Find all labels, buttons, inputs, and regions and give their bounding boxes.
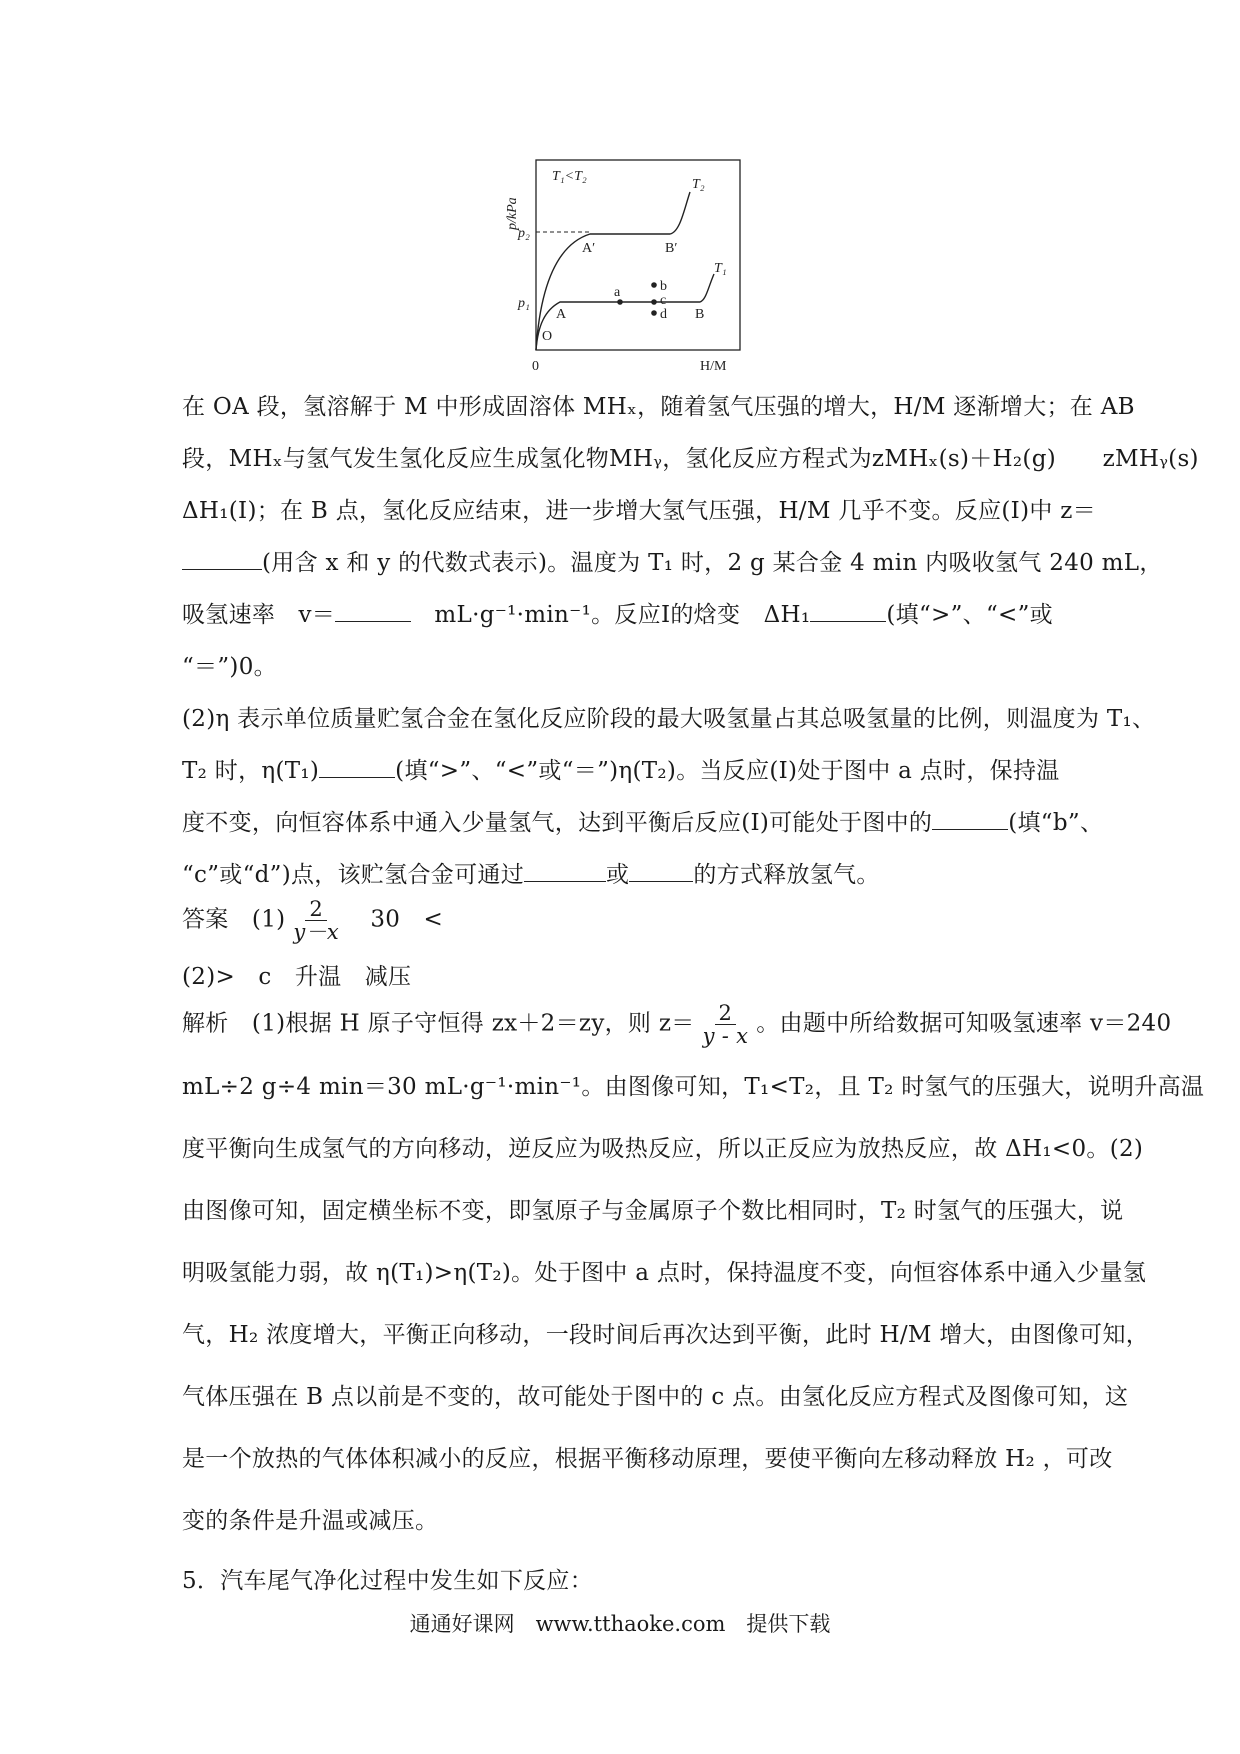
analysis-line-8: 是一个放热的气体体积减小的反应，根据平衡移动原理，要使平衡向左移动释放 H₂ ，可改 — [182, 1446, 1113, 1472]
point-o-label: O — [542, 329, 553, 344]
question-line-5a: 吸氢速率 v＝ — [182, 602, 336, 628]
question-line-9b: (填“b”、 — [1008, 810, 1104, 836]
analysis-line-7: 气体压强在 B 点以前是不变的，故可能处于图中的 c 点。由氢化反应方程式及图像可知，这 — [182, 1384, 1129, 1410]
answer-blank-4[interactable] — [319, 776, 395, 778]
analysis-line-9: 变的条件是升温或减压。 — [182, 1508, 439, 1534]
answer-fraction-denominator: y－x — [293, 920, 340, 945]
point-b-prime-label: B′ — [665, 241, 678, 256]
question-line-9 — [182, 804, 1103, 837]
analysis-line-2: mL÷2 g÷4 min＝30 mL·g⁻¹·min⁻¹。由图像可知，T₁<T₂，且 T₂ 时氢气的压强大，说明升高温 — [182, 1074, 1205, 1100]
answer-blank-5[interactable] — [932, 828, 1008, 830]
question-line-5 — [182, 596, 1053, 629]
answer-part1-prefix: (1) — [251, 906, 286, 933]
question-line-1: 在 OA 段，氢溶解于 M 中形成固溶体 MHₓ，随着氢气压强的增大，H/M 逐渐增大；在 AB — [182, 394, 1135, 420]
question-line-7: (2)η 表示单位质量贮氢合金在氢化反应阶段的最大吸氢量占其总吸氢量的比例，则温度为 T₁、 — [182, 706, 1156, 732]
analysis-line-6: 气，H₂ 浓度增大，平衡正向移动，一段时间后再次达到平衡，此时 H/M 增大，由图像可知， — [182, 1322, 1150, 1348]
question-line-10b: 或 — [606, 862, 630, 888]
answer-fraction — [289, 898, 343, 943]
answer-blank-1[interactable] — [182, 568, 262, 570]
question-line-2: 段，MHₓ与氢气发生氢化反应生成氢化物MHᵧ，氢化反应方程式为zMHₓ(s)＋H₂(g) zMHᵧ(s) — [182, 446, 1199, 472]
answer-line-1 — [182, 898, 443, 943]
analysis-line-1 — [182, 1002, 1171, 1047]
t2-curve-label: T₂ — [692, 177, 705, 192]
analysis-fraction — [699, 1002, 753, 1047]
point-b-label: b — [660, 279, 667, 294]
question-line-6: “＝”)0。 — [182, 654, 277, 680]
analysis-line-3: 度平衡向生成氢气的方向移动，逆反应为吸热反应，所以正反应为放热反应，故 ΔH₁<0。(2) — [182, 1136, 1144, 1162]
answer-blank-2[interactable] — [335, 620, 411, 622]
t1-curve-label: T₁ — [714, 261, 727, 276]
question-line-8a: T₂ 时，η(T₁) — [182, 758, 320, 784]
answer-part1-rest: 30 < — [370, 906, 444, 933]
question-line-10c: 的方式释放氢气。 — [693, 862, 880, 888]
y-axis-label: p/kPa — [505, 197, 520, 230]
question-line-3: ΔH₁(Ⅰ)；在 B 点，氢化反应结束，进一步增大氢气压强，H/M 几乎不变。反应(Ⅰ)中 z＝ — [182, 498, 1096, 524]
analysis-line-4: 由图像可知，固定横坐标不变，即氢原子与金属原子个数比相同时，T₂ 时氢气的压强大，说 — [182, 1198, 1124, 1224]
answer-line-2: (2)> c 升温 减压 — [182, 964, 412, 990]
point-a-label: a — [614, 285, 621, 300]
answer-label: 答案 — [182, 906, 229, 933]
question-line-10 — [182, 856, 880, 889]
question-line-4 — [182, 544, 1163, 577]
point-a-upper-label: A — [556, 307, 567, 322]
pressure-composition-figure — [500, 150, 750, 375]
analysis-label: 解析 — [182, 1010, 229, 1037]
p1-tick-label: p₁ — [518, 296, 530, 311]
point-d-label: d — [660, 307, 667, 322]
answer-blank-3[interactable] — [810, 620, 886, 622]
question-line-8 — [182, 752, 1060, 785]
point-b — [651, 282, 657, 288]
point-a — [617, 299, 623, 305]
page-footer: 通通好课网 www.tthaoke.com 提供下载 — [409, 1612, 831, 1636]
figure-svg — [500, 150, 750, 375]
analysis-line-1a: (1)根据 H 原子守恒得 zx＋2＝zy，则 z＝ — [251, 1010, 695, 1037]
origin-label: 0 — [532, 359, 539, 374]
question-line-5c: (填“>”、“<”或 — [886, 602, 1053, 628]
question-line-5b: mL·g⁻¹·min⁻¹。反应Ⅰ的焓变 ΔH₁ — [411, 602, 811, 628]
analysis-line-5: 明吸氢能力弱，故 η(T₁)>η(T₂)。处于图中 a 点时，保持温度不变，向恒容体系中通入少量氢 — [182, 1260, 1147, 1286]
t2-curve — [536, 192, 690, 350]
question-line-9a: 度不变，向恒容体系中通入少量氢气，达到平衡后反应(Ⅰ)可能处于图中的 — [182, 810, 933, 836]
x-axis-label: H/M — [700, 359, 727, 374]
point-d — [651, 310, 657, 316]
answer-blank-7[interactable] — [629, 880, 693, 882]
question-line-10a: “c”或“d”)点，该贮氢合金可通过 — [182, 862, 525, 888]
question-line-4-text: (用含 x 和 y 的代数式表示)。温度为 T₁ 时，2 g 某合金 4 min 内吸收氢气 240 mL， — [262, 550, 1163, 576]
point-c-label: c — [660, 293, 667, 308]
answer-blank-6[interactable] — [524, 880, 606, 882]
point-b-upper-label: B — [695, 307, 705, 322]
analysis-fraction-numerator: 2 — [715, 1002, 737, 1025]
point-c — [651, 299, 657, 305]
point-a-prime-label: A′ — [582, 241, 596, 256]
question-line-8b: (填“>”、“<”或“＝”)η(T₂)。当反应(Ⅰ)处于图中 a 点时，保持温 — [395, 758, 1060, 784]
plot-frame — [536, 160, 740, 350]
p2-tick-label: p₂ — [518, 226, 530, 241]
analysis-line-1b: 。由题中所给数据可知吸氢速率 v＝240 — [756, 1010, 1172, 1037]
answer-fraction-numerator: 2 — [305, 898, 327, 921]
next-question-heading: 5．汽车尾气净化过程中发生如下反应： — [182, 1568, 594, 1594]
condition-label: T₁<T₂ — [552, 169, 587, 184]
analysis-fraction-denominator: y - x — [702, 1024, 749, 1049]
